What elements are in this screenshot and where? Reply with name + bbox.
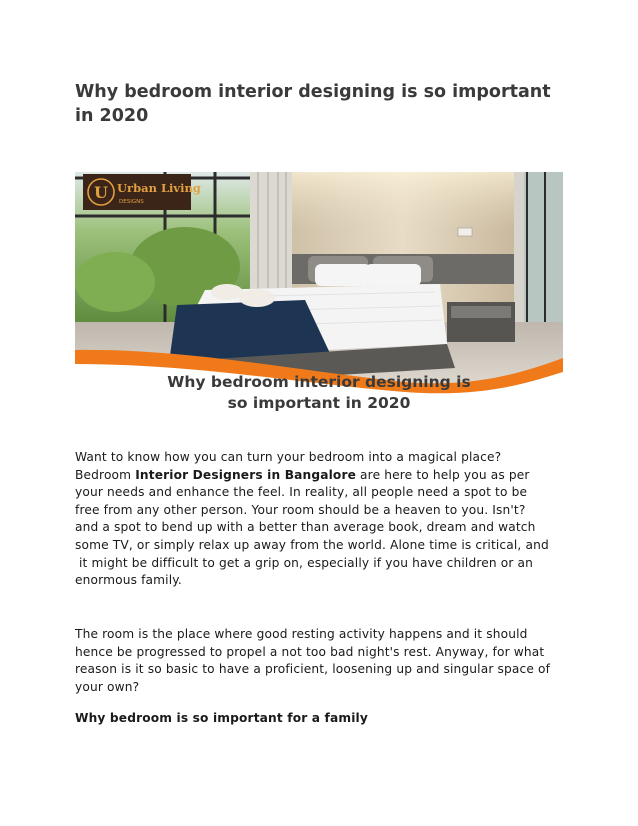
- text-line: The room is the place where good resting activity happens and it should: [75, 627, 528, 641]
- hero-image: [75, 172, 563, 416]
- text-line: and a spot to bend up with a better than average book, dream and watch: [75, 520, 536, 535]
- text-line: some TV, or simply relax up away from the world. Alone time is critical, and: [75, 537, 549, 552]
- bedside-drawer: [451, 306, 511, 318]
- banner-text-line2: so important in 2020: [227, 394, 411, 412]
- towel: [211, 284, 243, 300]
- bold-keyword: Interior Designers in Bangalore: [135, 467, 357, 482]
- wall-switch: [458, 228, 472, 236]
- logo-mark: U: [94, 183, 108, 202]
- article-title: Why bedroom interior designing is so important in 2020: [75, 82, 551, 126]
- text-line: [75, 467, 575, 485]
- pillow: [365, 264, 421, 286]
- text-segment: are here to help you as per: [356, 467, 530, 482]
- text-line: free from any other person. Your room should be a heaven to you. Isn't?: [75, 502, 526, 517]
- curtain-right: [514, 172, 524, 342]
- banner-text-line1: Why bedroom interior designing is: [167, 373, 471, 391]
- section-subheading: Why bedroom is so important for a family: [75, 711, 368, 725]
- intro-paragraph: [75, 449, 575, 590]
- text-line: Want to know how you can turn your bedroom into a magical place?: [75, 450, 502, 464]
- towel: [239, 289, 275, 307]
- wall-light: [292, 172, 514, 232]
- text-line: reason is it so basic to have a proficient, loosening up and singular space of: [75, 662, 551, 677]
- second-paragraph: [75, 626, 575, 696]
- logo-name: Urban Living: [117, 181, 201, 195]
- text-line: your own?: [75, 679, 140, 694]
- logo-sub: DESIGNS: [119, 199, 144, 205]
- text-segment: Bedroom: [75, 467, 136, 482]
- text-line: your needs and enhance the feel. In reality, all people need a spot to be: [75, 485, 528, 500]
- garden-shrub: [75, 252, 155, 312]
- text-line: hence be progressed to propel a not too bad night's rest. Anyway, for what: [75, 644, 545, 659]
- pillow: [315, 264, 371, 286]
- text-line: enormous family.: [75, 573, 182, 588]
- urban-living-logo: [83, 174, 201, 210]
- text-line: it might be difficult to get a grip on, especially if you have children or an: [75, 555, 534, 570]
